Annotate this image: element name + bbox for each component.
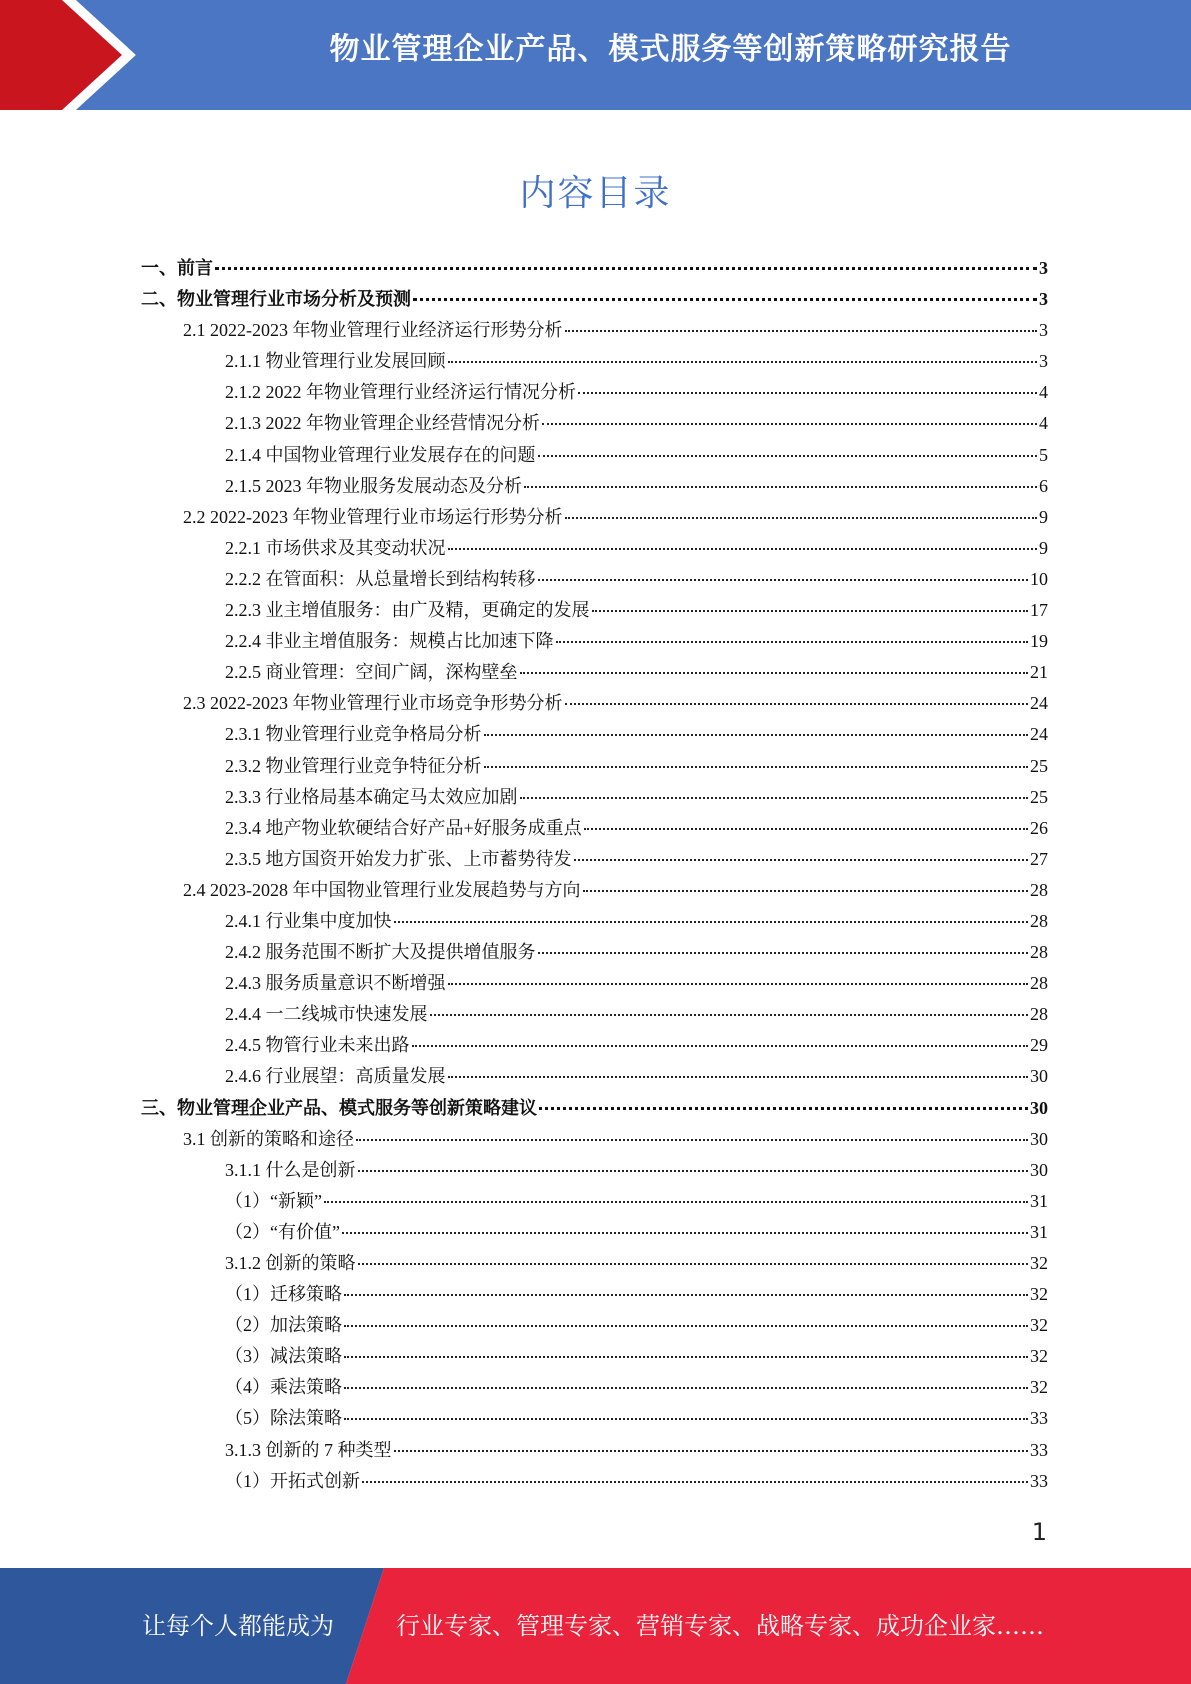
toc-entry[interactable]: [141, 657, 1048, 688]
toc-dot-leader: [344, 1324, 1028, 1327]
toc-entry-title: 3.1.3 创新的 7 种类型: [225, 1439, 392, 1460]
toc-dot-leader: [484, 765, 1029, 768]
toc-entry[interactable]: [141, 906, 1048, 937]
page-number: 1: [1031, 1518, 1047, 1546]
toc-dot-leader: [578, 391, 1037, 394]
toc-entry-title: （2）加法策略: [225, 1315, 342, 1336]
toc-entry-page: 6: [1039, 475, 1048, 496]
toc-entry-page: 30: [1030, 1066, 1048, 1087]
toc-entry[interactable]: [141, 844, 1048, 875]
header-arrow-decoration: [0, 0, 160, 110]
toc-entry-page: 32: [1030, 1315, 1048, 1336]
toc-entry[interactable]: [141, 1403, 1048, 1434]
toc-dot-leader: [538, 578, 1029, 581]
toc-entry-page: 24: [1030, 724, 1048, 745]
toc-dot-leader: [344, 1386, 1028, 1389]
toc-entry[interactable]: [141, 253, 1048, 284]
toc-entry[interactable]: [141, 626, 1048, 657]
toc-heading: 内容目录: [519, 173, 672, 214]
toc-entry-title: 三、物业管理企业产品、模式服务等创新策略建议: [141, 1097, 537, 1118]
toc-entry-page: 30: [1030, 1097, 1048, 1118]
toc-entry-page: 21: [1030, 662, 1048, 683]
toc-entry-page: 3: [1039, 351, 1048, 372]
toc-entry[interactable]: [141, 1310, 1048, 1341]
toc-entry-page: 32: [1030, 1253, 1048, 1273]
toc-entry-page: 26: [1030, 817, 1048, 838]
toc-entry-page: 32: [1030, 1284, 1048, 1305]
toc-dot-leader: [556, 640, 1029, 643]
toc-entry[interactable]: [141, 875, 1048, 906]
toc-dot-leader: [362, 1480, 1028, 1483]
toc-entry-title: （1）迁移策略: [225, 1284, 342, 1305]
toc-entry[interactable]: [141, 315, 1048, 346]
toc-entry[interactable]: [141, 1217, 1048, 1248]
toc-dot-leader: [358, 1169, 1029, 1172]
toc-dot-leader: [565, 702, 1029, 705]
toc-entry-title: 2.2.1 市场供求及其变动状况: [225, 537, 446, 558]
toc-entry[interactable]: [141, 813, 1048, 844]
toc-dot-leader: [574, 858, 1029, 861]
toc-entry-title: （1）开拓式创新: [225, 1470, 360, 1491]
toc-entry-title: 2.4.6 行业展望：高质量发展: [225, 1066, 446, 1087]
toc-entry[interactable]: [141, 564, 1048, 595]
toc-entry-page: 3: [1039, 258, 1048, 278]
toc-entry-title: 2.1.3 2022 年物业管理企业经营情况分析: [225, 413, 540, 434]
toc-dot-leader: [344, 1293, 1028, 1296]
toc-dot-leader: [538, 951, 1029, 954]
toc-entry-title: 2.1.4 中国物业管理行业发展存在的问题: [225, 444, 536, 465]
toc-entry-page: 5: [1039, 444, 1048, 465]
toc-entry[interactable]: [141, 533, 1048, 564]
toc-entry-page: 28: [1030, 910, 1048, 931]
toc-entry[interactable]: [141, 1372, 1048, 1403]
toc-entry[interactable]: [141, 1093, 1048, 1124]
toc-entry-title: 2.4 2023-2028 年中国物业管理行业发展趋势与方向: [183, 879, 581, 900]
toc-entry-title: 2.1.1 物业管理行业发展回顾: [225, 351, 446, 372]
toc-entry-title: 2.3.3 行业格局基本确定马太效应加剧: [225, 786, 518, 807]
toc-entry[interactable]: [141, 1341, 1048, 1372]
toc-entry-title: （3）减法策略: [225, 1346, 342, 1367]
toc-entry-title: 2.2.3 业主增值服务：由广及精，更确定的发展: [225, 600, 590, 621]
toc-dot-leader: [484, 733, 1029, 736]
toc-dot-leader: [584, 827, 1028, 830]
toc-entry-title: 2.3 2022-2023 年物业管理行业市场竞争形势分析: [183, 693, 563, 714]
toc-entry-page: 9: [1039, 537, 1048, 558]
toc-entry-title: 2.2.2 在管面积：从总量增长到结构转移: [225, 568, 536, 589]
toc-entry-page: 28: [1030, 879, 1048, 900]
toc-entry-page: 3: [1039, 320, 1048, 341]
toc-entry-title: （2）“有价值”: [225, 1221, 340, 1242]
toc-entry-page: 28: [1030, 1004, 1048, 1025]
toc-dot-leader: [539, 1106, 1028, 1110]
toc-entry-title: 2.4.2 服务范围不断扩大及提供增值服务: [225, 942, 536, 963]
toc-dot-leader: [520, 796, 1029, 799]
toc-dot-leader: [344, 1417, 1028, 1420]
toc-entry-title: 2.4.5 物管行业未来出路: [225, 1035, 410, 1056]
toc-entry-title: 2.3.5 地方国资开始发力扩张、上市蓄势待发: [225, 848, 572, 869]
toc-entry-title: 2.4.3 服务质量意识不断增强: [225, 973, 446, 994]
toc-dot-leader: [413, 297, 1037, 301]
toc-dot-leader: [448, 547, 1038, 550]
toc-entry-page: 9: [1039, 506, 1048, 527]
toc-dot-leader: [448, 982, 1029, 985]
toc-entry-page: 33: [1030, 1439, 1048, 1460]
toc-entry-title: 2.2.5 商业管理：空间广阔，深构壁垒: [225, 662, 518, 683]
page-header: [0, 0, 1191, 110]
toc-dot-leader: [538, 454, 1038, 457]
toc-dot-leader: [356, 1138, 1028, 1141]
toc-dot-leader: [565, 516, 1038, 519]
toc-entry-page: 10: [1030, 568, 1048, 589]
toc-entry-page: 3: [1039, 289, 1048, 310]
toc-entry[interactable]: [141, 1061, 1048, 1092]
toc-entry-title: 3.1.1 什么是创新: [225, 1159, 356, 1180]
toc-entry-page: 28: [1030, 973, 1048, 994]
toc-entry-page: 31: [1030, 1221, 1048, 1242]
toc-entry[interactable]: [141, 440, 1048, 471]
toc-entry[interactable]: [141, 688, 1048, 719]
toc-dot-leader: [448, 360, 1038, 363]
toc-dot-leader: [344, 1355, 1028, 1358]
toc-entry-page: 19: [1030, 631, 1048, 652]
toc-dot-leader: [324, 1200, 1028, 1203]
toc-entry-page: 32: [1030, 1377, 1048, 1398]
toc-entry[interactable]: [141, 999, 1048, 1030]
toc-entry[interactable]: [141, 408, 1048, 439]
toc-dot-leader: [542, 422, 1037, 425]
footer-slogan-right: 行业专家、管理专家、营销专家、战略专家、成功企业家……: [396, 1612, 1044, 1640]
toc-entry-title: 二、物业管理行业市场分析及预测: [141, 289, 411, 310]
toc-entry-page: 28: [1030, 942, 1048, 963]
toc-entry[interactable]: [141, 1435, 1048, 1466]
toc-entry-page: 30: [1030, 1128, 1048, 1149]
toc-entry-title: 3.1.2 创新的策略: [225, 1253, 356, 1273]
toc-entry-page: 27: [1030, 848, 1048, 869]
toc-entry-title: 2.4.1 行业集中度加快: [225, 910, 392, 931]
page-footer: [0, 1568, 1191, 1684]
toc-entry-page: 31: [1030, 1190, 1048, 1211]
toc-entry-title: 一、前言: [141, 258, 213, 278]
toc-entry[interactable]: [141, 719, 1048, 750]
toc-entry-title: （5）除法策略: [225, 1408, 342, 1429]
toc-dot-leader: [342, 1231, 1028, 1234]
toc-entry[interactable]: [141, 968, 1048, 999]
toc-entry[interactable]: [141, 471, 1048, 502]
toc-entry-page: 24: [1030, 693, 1048, 714]
toc-entry-title: 2.2 2022-2023 年物业管理行业市场运行形势分析: [183, 506, 563, 527]
toc-entry[interactable]: [141, 937, 1048, 968]
toc-entry-title: （1）“新颖”: [225, 1190, 322, 1211]
toc-entry[interactable]: [141, 346, 1048, 377]
toc-entry[interactable]: [141, 751, 1048, 782]
toc-entry-title: 2.1.5 2023 年物业服务发展动态及分析: [225, 475, 522, 496]
toc-entry-page: 25: [1030, 786, 1048, 807]
toc-entry-title: 2.3.2 物业管理行业竞争特征分析: [225, 755, 482, 776]
toc-entry-title: 2.2.4 非业主增值服务：规模占比加速下降: [225, 631, 554, 652]
toc-entry-page: 29: [1030, 1035, 1048, 1056]
toc-dot-leader: [394, 920, 1029, 923]
toc-entry[interactable]: [141, 1124, 1048, 1155]
toc-entry-page: 33: [1030, 1470, 1048, 1491]
toc-entry-title: （4）乘法策略: [225, 1377, 342, 1398]
toc-entry[interactable]: [141, 1466, 1048, 1497]
toc-entry[interactable]: [141, 1248, 1048, 1279]
toc-entry-page: 32: [1030, 1346, 1048, 1367]
toc-entry-page: 4: [1039, 413, 1048, 434]
toc-entry-page: 4: [1039, 382, 1048, 403]
toc-entry[interactable]: [141, 1030, 1048, 1061]
toc-dot-leader: [430, 1013, 1029, 1016]
toc-entry-title: 2.1 2022-2023 年物业管理行业经济运行形势分析: [183, 320, 563, 341]
toc-entry-page: 17: [1030, 600, 1048, 621]
toc-entry-title: 2.3.4 地产物业软硬结合好产品+好服务成重点: [225, 817, 582, 838]
toc-entry[interactable]: [141, 1279, 1048, 1310]
toc-entry-title: 2.1.2 2022 年物业管理行业经济运行情况分析: [225, 382, 576, 403]
footer-slogan-left: 让每个人都能成为: [142, 1612, 334, 1640]
toc-entry[interactable]: [141, 595, 1048, 626]
toc-dot-leader: [358, 1262, 1029, 1265]
toc-dot-leader: [524, 485, 1037, 488]
toc-entry-title: 2.3.1 物业管理行业竞争格局分析: [225, 724, 482, 745]
toc-entry[interactable]: [141, 377, 1048, 408]
toc-entry-page: 30: [1030, 1159, 1048, 1180]
toc-dot-leader: [583, 889, 1029, 892]
toc-entry[interactable]: [141, 502, 1048, 533]
toc-entry-page: 25: [1030, 755, 1048, 776]
report-title: 物业管理企业产品、模式服务等创新策略研究报告: [329, 32, 1012, 67]
toc-dot-leader: [592, 609, 1029, 612]
toc-entry[interactable]: [141, 284, 1048, 315]
toc-dot-leader: [448, 1075, 1029, 1078]
toc-entry[interactable]: [141, 1186, 1048, 1217]
toc-dot-leader: [215, 266, 1037, 270]
toc-entry-title: 2.4.4 一二线城市快速发展: [225, 1004, 428, 1025]
toc-entry-page: 33: [1030, 1408, 1048, 1429]
toc-dot-leader: [520, 671, 1029, 674]
toc-dot-leader: [394, 1449, 1029, 1452]
toc-dot-leader: [412, 1044, 1029, 1047]
toc-entry[interactable]: [141, 1155, 1048, 1186]
toc-dot-leader: [565, 329, 1038, 332]
toc-entry-title: 3.1 创新的策略和途径: [183, 1128, 354, 1149]
table-of-contents: [141, 253, 1048, 1497]
toc-entry[interactable]: [141, 782, 1048, 813]
